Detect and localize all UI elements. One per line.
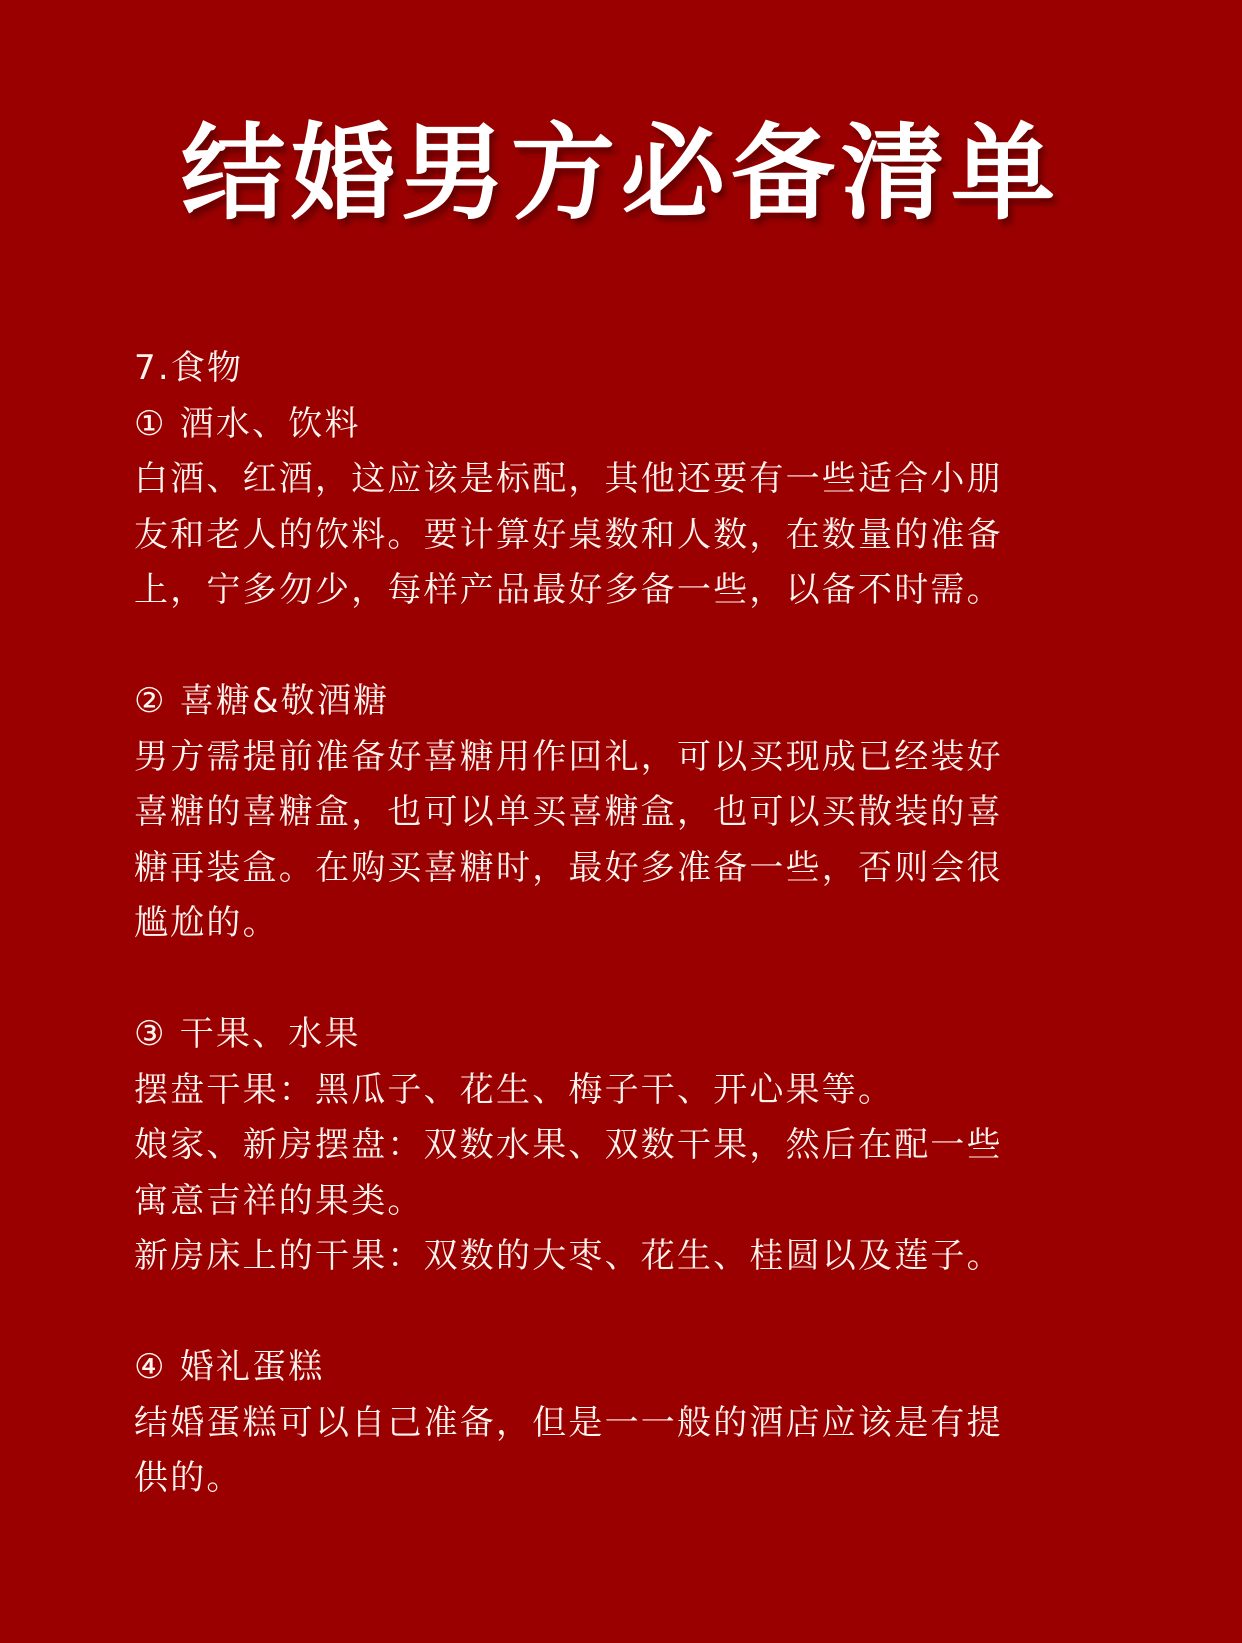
item-text-line: 摆盘干果：黑瓜子、花生、梅子干、开心果等。 xyxy=(134,1069,895,1110)
item-text-line: 尴尬的。 xyxy=(134,903,279,943)
article-body xyxy=(134,341,1114,1507)
item-cake xyxy=(134,1340,1114,1507)
item-text-line: 喜糖的喜糖盒，也可以单买喜糖盒，也可以买散装的喜 xyxy=(134,792,1003,832)
item-text-line: 新房床上的干果：双数的大枣、花生、桂圆以及莲子。 xyxy=(134,1236,1003,1276)
spacer xyxy=(134,619,1114,675)
item-heading: ③ 干果、水果 xyxy=(134,1014,361,1054)
page-title: 结婚男方必备清单 xyxy=(180,112,1061,234)
item-candy xyxy=(134,674,1114,952)
item-text-line: 娘家、新房摆盘：双数水果、双数干果，然后在配一些 xyxy=(134,1125,1003,1165)
item-drinks xyxy=(134,397,1114,619)
item-heading: ② 喜糖&敬酒糖 xyxy=(134,681,390,721)
item-text-line: 上，宁多勿少，每样产品最好多备一些，以备不时需。 xyxy=(134,570,1003,610)
item-text-line: 糖再装盒。在购买喜糖时，最好多准备一些，否则会很 xyxy=(134,847,1003,888)
item-text-line: 寓意吉祥的果类。 xyxy=(134,1180,424,1221)
item-text-line: 供的。 xyxy=(134,1458,243,1498)
section-heading: 7.食物 xyxy=(134,348,244,388)
item-text-line: 结婚蛋糕可以自己准备，但是一一般的酒店应该是有提 xyxy=(134,1402,1003,1443)
item-text-line: 友和老人的饮料。要计算好桌数和人数，在数量的准备 xyxy=(134,514,1003,555)
item-fruits xyxy=(134,1007,1114,1285)
item-heading: ① 酒水、饮料 xyxy=(134,403,361,444)
item-text-line: 男方需提前准备好喜糖用作回礼，可以买现成已经装好 xyxy=(134,736,1003,777)
spacer xyxy=(134,952,1114,1008)
item-heading: ④ 婚礼蛋糕 xyxy=(134,1347,325,1387)
spacer xyxy=(134,1285,1114,1341)
item-text-line: 白酒、红酒，这应该是标配，其他还要有一些适合小朋 xyxy=(134,459,1003,499)
